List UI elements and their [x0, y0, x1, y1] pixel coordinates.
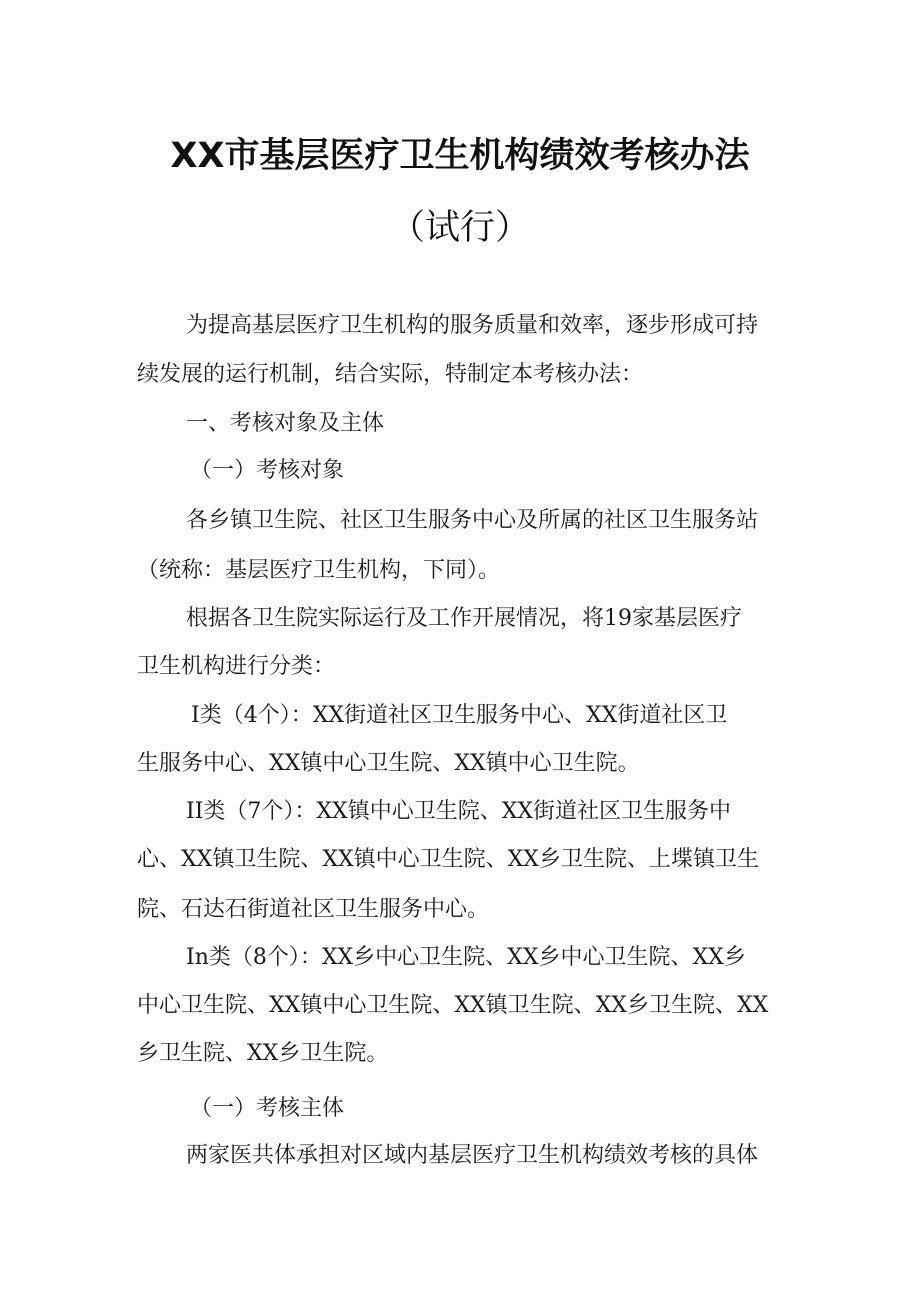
section-heading: 一、考核对象及主体 [186, 411, 385, 436]
document-title: XX市基层医疗卫生机构绩效考核办法 [170, 136, 750, 176]
category-line: II类（7个）：XX镇中心卫生院、XX街道社区卫生服务中 [186, 799, 732, 824]
paragraph-line: 两家医共体承担对区域内基层医疗卫生机构绩效考核的具体 [186, 1143, 759, 1168]
paragraph-line: 为提高基层医疗卫生机构的服务质量和效率，逐步形成可持 [186, 313, 759, 338]
paragraph-line: 续发展的运行机制，结合实际，特制定本考核办法： [137, 362, 644, 387]
paragraph-line: 各乡镇卫生院、社区卫生服务中心及所属的社区卫生服务站 [186, 508, 759, 533]
subsection-heading: （一）考核对象 [190, 458, 345, 483]
category-line: 院、石达石街道社区卫生服务中心。 [137, 897, 490, 922]
paragraph-line: 根据各卫生院实际运行及工作开展情况，将19家基层医疗 [186, 606, 742, 631]
category-line: 乡卫生院、XX乡卫生院。 [137, 1041, 389, 1066]
category-line: 生服务中心、XX镇中心卫生院、XX镇中心卫生院。 [137, 751, 640, 776]
category-line: 心、XX镇卫生院、XX镇中心卫生院、XX乡卫生院、上堞镇卫生 [137, 847, 759, 872]
category-line: Ⅰ类（4个）：XX街道社区卫生服务中心、XX街道社区卫 [191, 703, 728, 728]
category-line: In类（8个）：XX乡中心卫生院、XX乡中心卫生院、XX乡 [186, 945, 746, 970]
paragraph-line: 卫生机构进行分类： [137, 654, 336, 679]
document-subtitle: （试行） [389, 208, 530, 248]
paragraph-line: （统称：基层医疗卫生机构，下同）。 [137, 558, 501, 583]
subsection-heading: （一）考核主体 [190, 1096, 345, 1121]
category-line: 中心卫生院、XX镇中心卫生院、XX镇卫生院、XX乡卫生院、XX [137, 993, 769, 1018]
